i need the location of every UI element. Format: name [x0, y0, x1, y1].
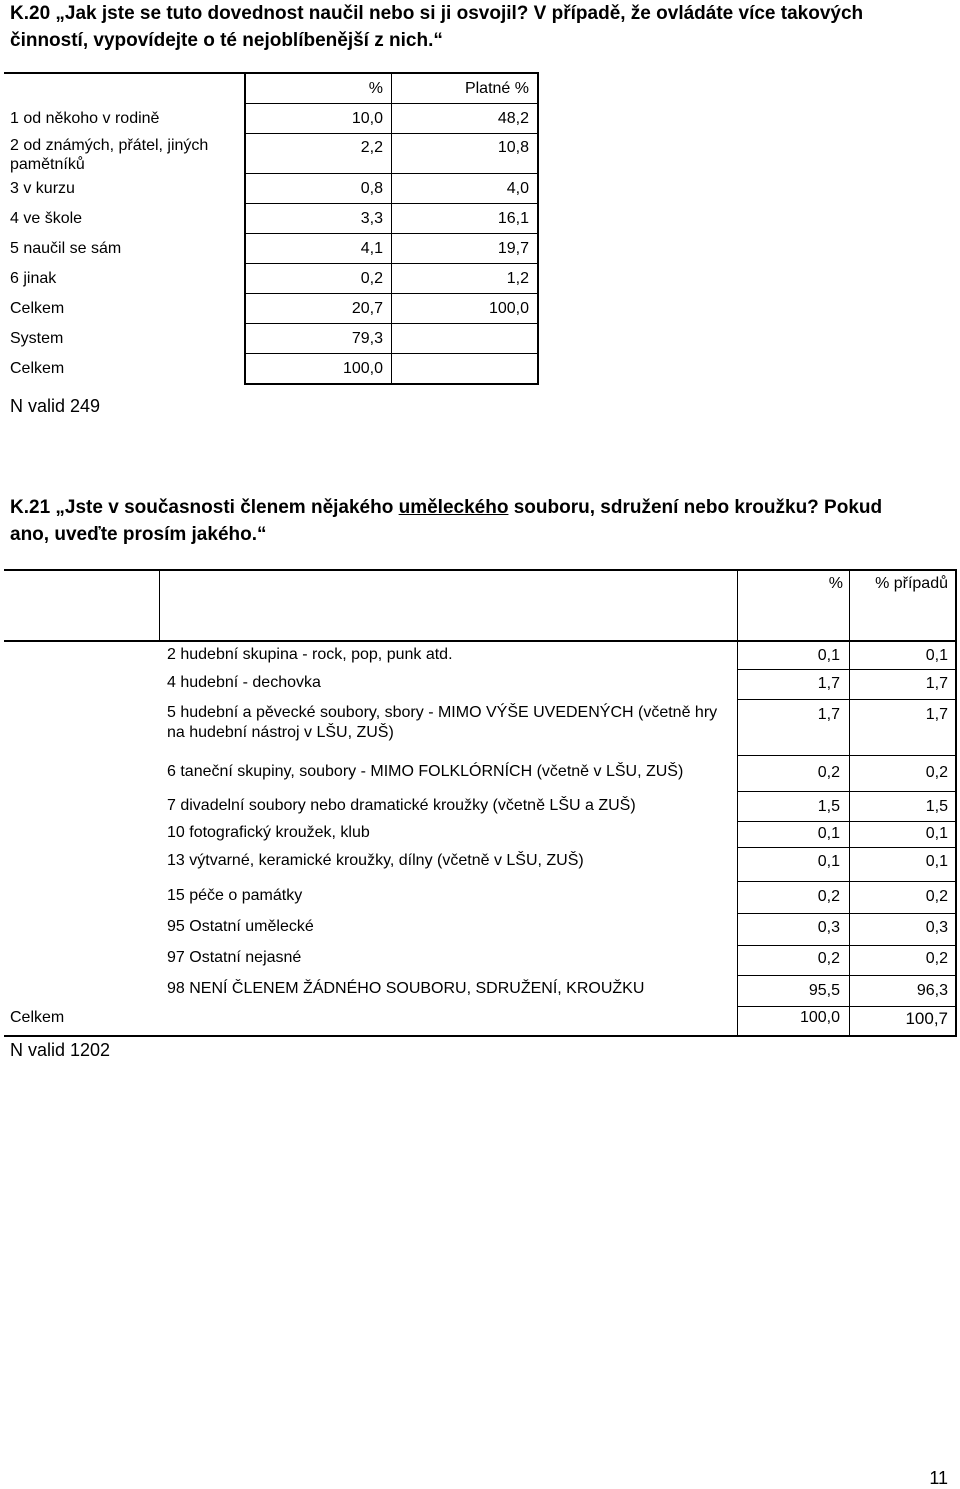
table-divider — [737, 569, 738, 1035]
q21-heading-line2: ano, uveďte prosím jakého.“ — [10, 524, 267, 545]
row-valid: 100,0 — [392, 294, 539, 324]
table-header-bottom — [4, 640, 957, 642]
row-cases: 1,5 — [925, 798, 948, 815]
row-valid: 48,2 — [392, 104, 539, 134]
table-row — [4, 324, 538, 354]
row-label-text: 2 od známých, přátel, jiných pamětníků — [10, 136, 209, 173]
row-label: 10 fotografický kroužek, klub — [167, 824, 370, 841]
row-label: 98 NENÍ ČLENEM ŽÁDNÉHO SOUBORU, SDRUŽENÍ, KROUŽKU — [167, 980, 645, 997]
row-pct: 0,2 — [817, 950, 840, 967]
row-cases: 1,7 — [925, 675, 948, 692]
row-divider — [737, 755, 955, 756]
row-cases: 0,2 — [925, 888, 948, 905]
row-label: 4 hudební - dechovka — [167, 674, 321, 691]
row-label: System — [10, 330, 64, 347]
total-label: Celkem — [10, 1009, 65, 1026]
table-row — [4, 174, 538, 204]
q21-col-pct: % — [828, 575, 843, 592]
q21-heading — [10, 494, 940, 548]
row-pct: 2,2 — [245, 134, 392, 174]
row-valid: 1,2 — [392, 264, 539, 294]
q21-n-valid: N valid 1202 — [10, 1040, 111, 1060]
row-pct: 1,7 — [817, 675, 840, 692]
row-pct: 4,1 — [245, 234, 392, 264]
row-label: 6 taneční skupiny, soubory - MIMO FOLKLÓRNÍCH (včetně v LŠU, ZUŠ) — [167, 763, 684, 780]
row-pct: 0,2 — [817, 888, 840, 905]
table-divider — [849, 569, 850, 1035]
row-pct: 0,2 — [245, 264, 392, 294]
q21-table — [4, 569, 957, 1038]
table-row — [4, 234, 538, 264]
row-label: 1 od někoho v rodině — [10, 110, 160, 127]
row-label: 5 hudební a pěvecké soubory, sbory - MIMO VÝŠE UVEDENÝCH (včetně hry na hudební nástroj v LŠU, ZUŠ) — [167, 704, 718, 741]
row-pct: 10,0 — [245, 104, 392, 134]
q20-col-valid: Platné % — [392, 73, 539, 104]
row-divider — [737, 669, 955, 670]
row-divider — [737, 699, 955, 700]
table-row — [4, 204, 538, 234]
row-label: 6 jinak — [10, 270, 57, 287]
table-row — [4, 264, 538, 294]
row-divider — [737, 975, 955, 976]
row-pct: 3,3 — [245, 204, 392, 234]
row-pct: 0,1 — [817, 825, 840, 842]
table-row — [4, 134, 538, 174]
row-divider — [737, 913, 955, 914]
q21-heading-part2: souboru, sdružení nebo kroužku? Pokud — [508, 497, 883, 518]
row-pct: 0,3 — [817, 919, 840, 936]
q20-table — [4, 72, 539, 385]
row-pct: 0,1 — [817, 853, 840, 870]
row-label: 7 divadelní soubory nebo dramatické kroužky (včetně LŠU a ZUŠ) — [167, 797, 636, 814]
row-divider — [737, 1006, 955, 1007]
row-cases: 1,7 — [925, 706, 948, 723]
row-label: 5 naučil se sám — [10, 240, 122, 257]
row-valid: 10,8 — [392, 134, 539, 174]
row-cases: 0,2 — [925, 764, 948, 781]
row-label — [4, 134, 245, 174]
row-label: Celkem — [10, 360, 65, 378]
row-divider — [737, 791, 955, 792]
q20-heading-line1: K.20 „Jak jste se tuto dovednost naučil nebo si ji osvojil? V případě, že ovládáte více takových — [10, 3, 864, 24]
table-divider — [159, 569, 160, 640]
row-cases: 96,3 — [916, 982, 948, 999]
row-label: Celkem — [10, 300, 65, 317]
q20-header-row — [4, 73, 538, 104]
table-top-border — [4, 569, 957, 571]
row-pct: 79,3 — [245, 324, 392, 354]
row-cases: 0,1 — [925, 647, 948, 664]
row-divider — [737, 881, 955, 882]
row-pct: 1,5 — [817, 798, 840, 815]
table-row — [4, 104, 538, 134]
row-valid — [392, 324, 539, 354]
row-pct: 20,7 — [245, 294, 392, 324]
row-divider — [737, 847, 955, 848]
row-label: 2 hudební skupina - rock, pop, punk atd. — [167, 646, 453, 663]
row-pct: 100,0 — [245, 354, 392, 385]
page-number: 11 — [929, 1468, 948, 1488]
row-valid: 16,1 — [392, 204, 539, 234]
row-valid: 19,7 — [392, 234, 539, 264]
row-valid — [392, 354, 539, 385]
row-pct: 1,7 — [817, 706, 840, 723]
row-pct: 0,2 — [817, 764, 840, 781]
q21-heading-underlined: uměleckého — [398, 497, 509, 518]
q21-heading-part1: K.21 „Jste v současnosti členem nějakého — [10, 497, 399, 518]
table-bottom-border — [4, 1035, 957, 1037]
total-cases: 100,7 — [905, 1009, 948, 1028]
row-label: 97 Ostatní nejasné — [167, 949, 302, 966]
q20-heading-line2: činností, vypovídejte o té nejoblíbenější z nich.“ — [10, 30, 443, 51]
row-pct: 95,5 — [808, 982, 840, 999]
row-label: 15 péče o památky — [167, 887, 303, 904]
row-label: 95 Ostatní umělecké — [167, 918, 314, 935]
row-cases: 0,3 — [925, 919, 948, 936]
row-cases: 0,2 — [925, 950, 948, 967]
row-label: 4 ve škole — [10, 210, 83, 227]
row-cases: 0,1 — [925, 825, 948, 842]
q20-col-pct: % — [245, 73, 392, 104]
row-pct: 0,1 — [817, 647, 840, 664]
row-pct: 0,8 — [245, 174, 392, 204]
row-label: 3 v kurzu — [10, 180, 75, 197]
total-pct: 100,0 — [799, 1009, 840, 1026]
row-divider — [737, 945, 955, 946]
q21-col-cases: % případů — [875, 575, 948, 592]
table-row — [4, 354, 538, 385]
row-label: 13 výtvarné, keramické kroužky, dílny (včetně v LŠU, ZUŠ) — [167, 852, 584, 869]
q20-n-valid: N valid 249 — [10, 396, 101, 416]
row-cases: 0,1 — [925, 853, 948, 870]
row-divider — [737, 821, 955, 822]
q20-heading — [10, 0, 940, 54]
table-row — [4, 294, 538, 324]
row-valid: 4,0 — [392, 174, 539, 204]
